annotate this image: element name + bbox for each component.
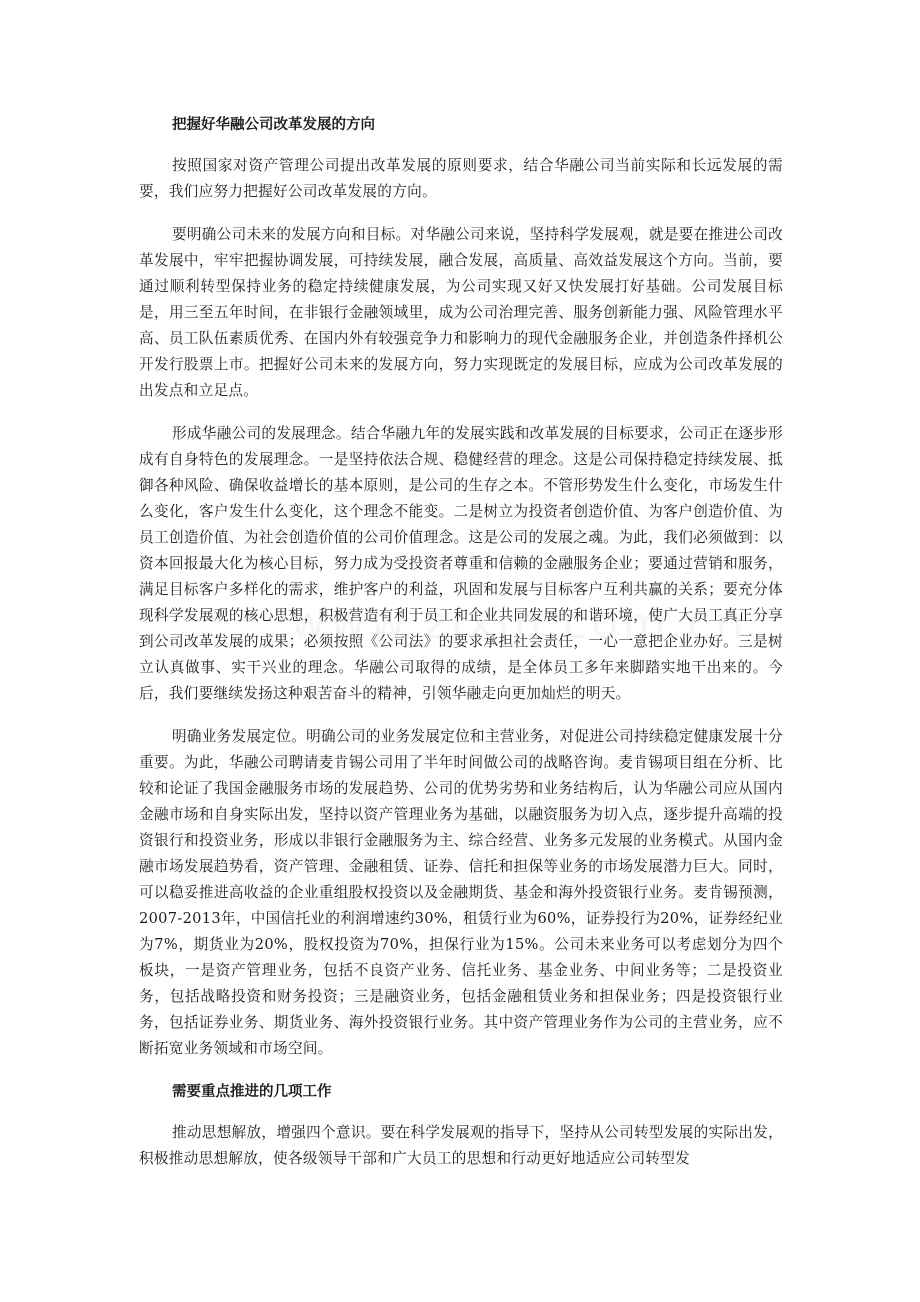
paragraph-thought-liberation: 推动思想解放，增强四个意识。要在科学发展观的指导下，坚持从公司转型发展的实际出发，积极推动思想解放，使各级领导干部和广大员工的思想和行动更好地适应公司转型发 bbox=[139, 1124, 783, 1167]
section-heading-key-work: 需要重点推进的几项工作 bbox=[172, 1084, 332, 1100]
paragraph-intro: 按照国家对资产管理公司提出改革发展的原则要求，结合华融公司当前实际和长远发展的需要，我们应努力把握好公司改革发展的方向。 bbox=[139, 157, 783, 200]
paragraph-philosophy: 形成华融公司的发展理念。结合华融九年的发展实践和改革发展的目标要求，公司正在逐步形成有自身特色的发展理念。一是坚持依法合规、稳健经营的理念。这是公司保持稳定持续发展、抵御各种风险、确保收益增长的基本原则，是公司的生存之本。不管形势发生什么变化，市场发生什么变化，客户发生什么变化，这个理念不能变。二是树立为投资者创造价值、为客户创造价值、为员工创造价值、为社会创造价值的公司价值理念。这是公司的发展之魂。为此，我们必须做到：以资本回报最大化为核心目标，努力成为受投资者尊重和信赖的金融服务企业；要通过营销和服务，满足目标客户多样化的需求，维护客户的利益，巩固和发展与目标客户互利共赢的关系；要充分体现科学发展观的核心思想，积极营造有利于员工和企业共同发展的和谐环境，使广大员工真正分享到公司改革发展的成果；必须按照《公司法》的要求承担社会责任，一心一意把企业办好。三是树立认真做事、实干兴业的理念。华融公司取得的成绩，是全体员工多年来脚踏实地干出来的。今后，我们要继续发扬这种艰苦奋斗的精神，引领华融走向更加灿烂的明天。 bbox=[139, 425, 783, 702]
paragraph-goals: 要明确公司未来的发展方向和目标。对华融公司来说，坚持科学发展观，就是要在推进公司改革发展中，牢牢把握协调发展，可持续发展，融合发展，高质量、高效益发展这个方向。当前，要通过顺利转型保持业务的稳定持续健康发展，为公司实现又好又快发展打好基础。公司发展目标是，用三至五年时间，在非银行金融领域里，成为公司治理完善、服务创新能力强、风险管理水平高、员工队伍素质优秀、在国内外有较强竞争力和影响力的现代金融服务企业，并创造条件择机公开发行股票上市。把握好公司未来的发展方向，努力实现既定的发展目标，应成为公司改革发展的出发点和立足点。 bbox=[139, 226, 783, 399]
document-page bbox=[139, 112, 783, 1172]
paragraph-business-positioning: 明确业务发展定位。明确公司的业务发展定位和主营业务，对促进公司持续稳定健康发展十分重要。为此，华融公司聘请麦肯锡公司用了半年时间做公司的战略咨询。麦肯锡项目组在分析、比较和论证了我国金融服务市场的发展趋势、公司的优势劣势和业务结构后，认为华融公司应从国内金融市场和自身实际出发，坚持以资产管理业务为基础，以融资服务为切入点，逐步提升高端的投资银行和投资业务，形成以非银行金融服务为主、综合经营、业务多元发展的业务模式。从国内金融市场发展趋势看，资产管理、金融租赁、证券、信托和担保等业务的市场发展潜力巨大。同时，可以稳妥推进高收益的企业重组股权投资以及金融期货、基金和海外投资银行业务。麦肯锡预测，2007-2013年，中国信托业的利润增速约30%，租赁行业为60%，证券投行为20%，证券经纪业为7%，期货业为20%，股权投资为70%，担保行业为15%。公司未来业务可以考虑划分为四个板块，一是资产管理业务，包括不良资产业务、信托业务、基金业务、中间业务等；二是投资业务，包括战略投资和财务投资；三是融资业务，包括金融租赁业务和担保业务；四是投资银行业务，包括证券业务、期货业务、海外投资银行业务。其中资产管理业务作为公司的主营业务，应不断拓宽业务领域和市场空间。 bbox=[139, 728, 783, 1057]
section-heading-reform-direction: 把握好华融公司改革发展的方向 bbox=[172, 117, 375, 133]
